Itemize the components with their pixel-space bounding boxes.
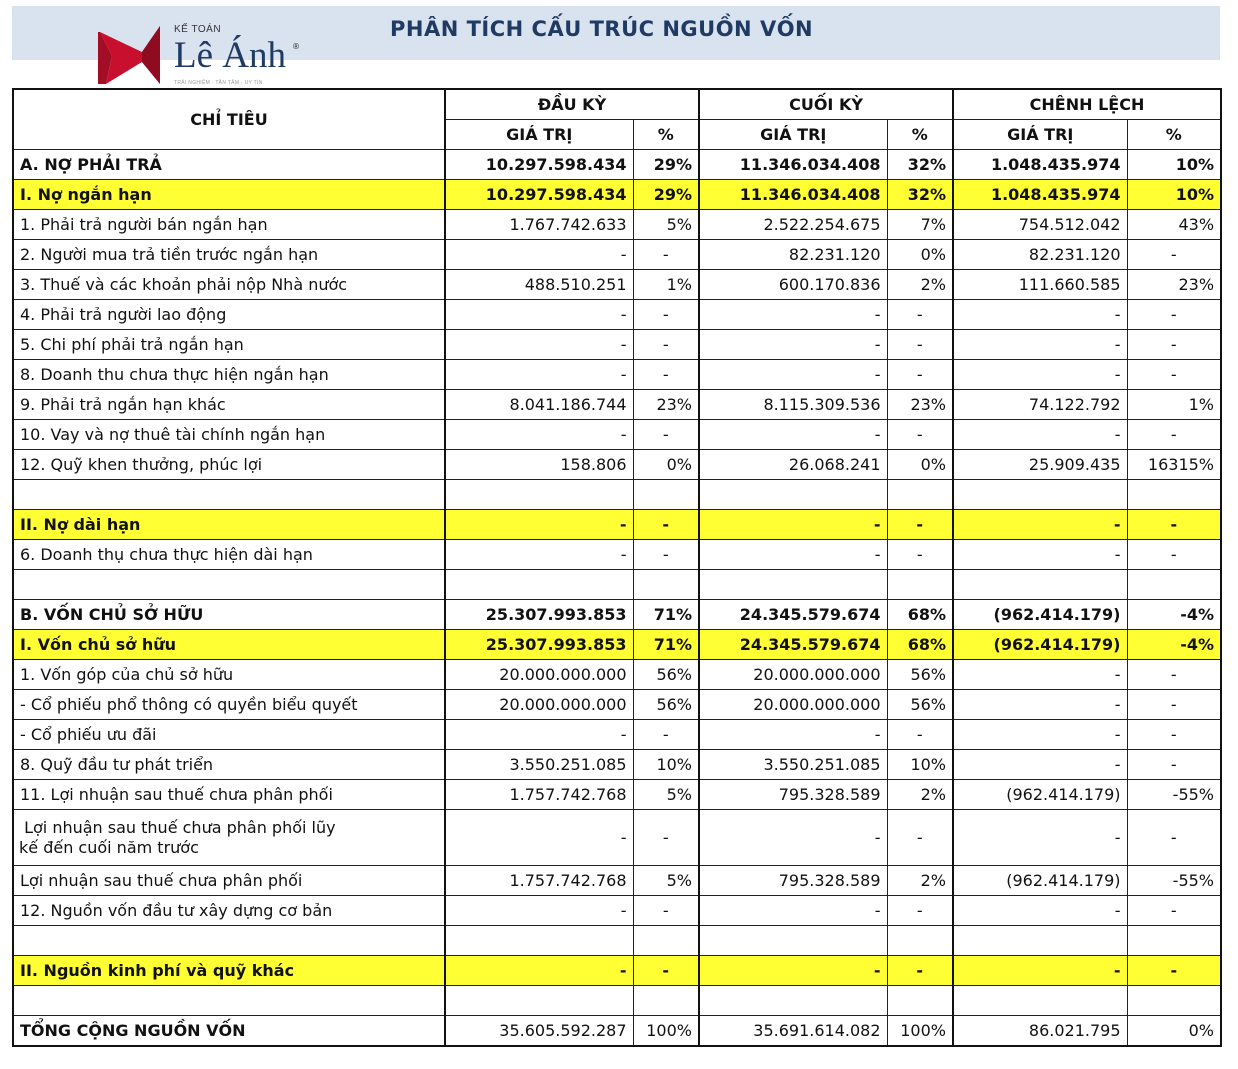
pct-difference: 23% xyxy=(1127,270,1221,300)
value-difference: 25.909.435 xyxy=(953,450,1127,480)
pct-difference: - xyxy=(1127,300,1221,330)
group-header-difference: CHÊNH LỆCH xyxy=(953,89,1221,120)
row-label xyxy=(13,986,445,1016)
pct-end xyxy=(887,926,953,956)
value-beginning: - xyxy=(445,330,633,360)
value-beginning: 20.000.000.000 xyxy=(445,690,633,720)
row-label: 9. Phải trả ngắn hạn khác xyxy=(13,390,445,420)
pct-end: 7% xyxy=(887,210,953,240)
value-difference: - xyxy=(953,956,1127,986)
value-end: 35.691.614.082 xyxy=(699,1016,887,1047)
pct-beginning xyxy=(633,480,699,510)
pct-difference xyxy=(1127,926,1221,956)
value-end: 26.068.241 xyxy=(699,450,887,480)
table-row xyxy=(13,150,1221,180)
row-label: 8. Quỹ đầu tư phát triển xyxy=(13,750,445,780)
pct-beginning: - xyxy=(633,720,699,750)
table-row xyxy=(13,540,1221,570)
table-row xyxy=(13,180,1221,210)
value-beginning: - xyxy=(445,810,633,866)
pct-difference: - xyxy=(1127,420,1221,450)
row-label: 5. Chi phí phải trả ngắn hạn xyxy=(13,330,445,360)
value-beginning: 20.000.000.000 xyxy=(445,660,633,690)
pct-end: 56% xyxy=(887,660,953,690)
value-end: 3.550.251.085 xyxy=(699,750,887,780)
subheader-pct: % xyxy=(887,120,953,150)
row-label: Lợi nhuận sau thuế chưa phân phối lũy kế đến cuối năm trước xyxy=(13,810,445,866)
value-difference: (962.414.179) xyxy=(953,780,1127,810)
value-difference: 82.231.120 xyxy=(953,240,1127,270)
value-beginning: 1.757.742.768 xyxy=(445,780,633,810)
subheader-value: GIÁ TRỊ xyxy=(445,120,633,150)
value-end: 795.328.589 xyxy=(699,866,887,896)
value-beginning xyxy=(445,480,633,510)
row-label: B. VỐN CHỦ SỞ HỮU xyxy=(13,600,445,630)
pct-difference: - xyxy=(1127,540,1221,570)
page-title: PHÂN TÍCH CẤU TRÚC NGUỒN VỐN xyxy=(390,17,814,41)
pct-end: 23% xyxy=(887,390,953,420)
value-end: 24.345.579.674 xyxy=(699,600,887,630)
row-label: 8. Doanh thu chưa thực hiện ngắn hạn xyxy=(13,360,445,390)
col-indicator-header: CHỈ TIÊU xyxy=(13,89,445,150)
value-beginning: - xyxy=(445,720,633,750)
pct-beginning xyxy=(633,926,699,956)
pct-end: - xyxy=(887,360,953,390)
subheader-pct: % xyxy=(633,120,699,150)
value-end: - xyxy=(699,300,887,330)
table-row xyxy=(13,360,1221,390)
value-difference: 1.048.435.974 xyxy=(953,180,1127,210)
subheader-value: GIÁ TRỊ xyxy=(953,120,1127,150)
value-end: 20.000.000.000 xyxy=(699,690,887,720)
row-label: Lợi nhuận sau thuế chưa phân phối xyxy=(13,866,445,896)
value-difference: - xyxy=(953,690,1127,720)
table-row xyxy=(13,510,1221,540)
table-row xyxy=(13,630,1221,660)
pct-beginning: - xyxy=(633,300,699,330)
value-end: - xyxy=(699,896,887,926)
pct-difference: - xyxy=(1127,810,1221,866)
value-difference: - xyxy=(953,540,1127,570)
subheader-value: GIÁ TRỊ xyxy=(699,120,887,150)
value-beginning: - xyxy=(445,240,633,270)
value-end xyxy=(699,926,887,956)
pct-end: 10% xyxy=(887,750,953,780)
value-end: 11.346.034.408 xyxy=(699,150,887,180)
pct-difference: - xyxy=(1127,956,1221,986)
pct-beginning: 5% xyxy=(633,210,699,240)
value-difference: 1.048.435.974 xyxy=(953,150,1127,180)
company-logo xyxy=(98,22,308,88)
logo-small-text: KẾ TOÁN xyxy=(174,24,222,35)
value-difference xyxy=(953,480,1127,510)
value-difference xyxy=(953,570,1127,600)
row-label: 12. Nguồn vốn đầu tư xây dựng cơ bản xyxy=(13,896,445,926)
value-end: - xyxy=(699,956,887,986)
table-row xyxy=(13,330,1221,360)
value-difference: - xyxy=(953,896,1127,926)
pct-difference: -55% xyxy=(1127,866,1221,896)
row-label: A. NỢ PHẢI TRẢ xyxy=(13,150,445,180)
row-label: II. Nợ dài hạn xyxy=(13,510,445,540)
pct-beginning xyxy=(633,986,699,1016)
value-difference: - xyxy=(953,420,1127,450)
pct-end: - xyxy=(887,720,953,750)
table-body xyxy=(13,150,1221,1047)
table-row xyxy=(13,390,1221,420)
pct-end: 32% xyxy=(887,150,953,180)
value-difference xyxy=(953,986,1127,1016)
row-label xyxy=(13,480,445,510)
table-row xyxy=(13,690,1221,720)
value-beginning: - xyxy=(445,896,633,926)
value-beginning: 3.550.251.085 xyxy=(445,750,633,780)
pct-difference: -4% xyxy=(1127,630,1221,660)
value-end: - xyxy=(699,330,887,360)
table-row xyxy=(13,926,1221,956)
pct-end xyxy=(887,986,953,1016)
logo-name-text: Lê Ánh xyxy=(174,35,286,76)
pct-end: 0% xyxy=(887,450,953,480)
row-label: - Cổ phiếu phổ thông có quyền biểu quyết xyxy=(13,690,445,720)
pct-beginning: - xyxy=(633,510,699,540)
table-row xyxy=(13,1016,1221,1047)
table-row xyxy=(13,896,1221,926)
pct-difference: 10% xyxy=(1127,150,1221,180)
pct-difference: - xyxy=(1127,720,1221,750)
pct-end: 56% xyxy=(887,690,953,720)
value-beginning: 10.297.598.434 xyxy=(445,180,633,210)
value-difference: - xyxy=(953,750,1127,780)
pct-difference: - xyxy=(1127,750,1221,780)
table-row xyxy=(13,210,1221,240)
row-label: 4. Phải trả người lao động xyxy=(13,300,445,330)
row-label: 3. Thuế và các khoản phải nộp Nhà nước xyxy=(13,270,445,300)
pct-end: 68% xyxy=(887,600,953,630)
pct-beginning: 100% xyxy=(633,1016,699,1047)
pct-beginning: - xyxy=(633,240,699,270)
value-end: 82.231.120 xyxy=(699,240,887,270)
pct-difference: 43% xyxy=(1127,210,1221,240)
subheader-pct: % xyxy=(1127,120,1221,150)
pct-beginning: - xyxy=(633,956,699,986)
pct-end: 68% xyxy=(887,630,953,660)
value-end xyxy=(699,480,887,510)
pct-beginning: 29% xyxy=(633,180,699,210)
pct-difference: 0% xyxy=(1127,1016,1221,1047)
value-beginning xyxy=(445,986,633,1016)
pct-beginning: - xyxy=(633,330,699,360)
pct-beginning: 23% xyxy=(633,390,699,420)
table-row xyxy=(13,956,1221,986)
value-beginning: 158.806 xyxy=(445,450,633,480)
value-beginning: 1.767.742.633 xyxy=(445,210,633,240)
value-beginning xyxy=(445,926,633,956)
table-row xyxy=(13,660,1221,690)
table-row xyxy=(13,240,1221,270)
pct-beginning: 0% xyxy=(633,450,699,480)
value-beginning: 8.041.186.744 xyxy=(445,390,633,420)
pct-beginning: - xyxy=(633,810,699,866)
pct-difference: 10% xyxy=(1127,180,1221,210)
row-label: 2. Người mua trả tiền trước ngắn hạn xyxy=(13,240,445,270)
table-row xyxy=(13,750,1221,780)
value-beginning: 35.605.592.287 xyxy=(445,1016,633,1047)
value-beginning xyxy=(445,570,633,600)
row-label: TỔNG CỘNG NGUỒN VỐN xyxy=(13,1016,445,1047)
row-label: - Cổ phiếu ưu đãi xyxy=(13,720,445,750)
table-row xyxy=(13,570,1221,600)
pct-end: - xyxy=(887,330,953,360)
table-row xyxy=(13,780,1221,810)
pct-end xyxy=(887,480,953,510)
pct-end: - xyxy=(887,300,953,330)
value-difference: - xyxy=(953,330,1127,360)
pct-difference: - xyxy=(1127,660,1221,690)
table-row xyxy=(13,450,1221,480)
value-end: 795.328.589 xyxy=(699,780,887,810)
row-label: II. Nguồn kinh phí và quỹ khác xyxy=(13,956,445,986)
table-row xyxy=(13,270,1221,300)
value-end: - xyxy=(699,510,887,540)
pct-beginning: 71% xyxy=(633,630,699,660)
value-difference: (962.414.179) xyxy=(953,866,1127,896)
value-difference: 754.512.042 xyxy=(953,210,1127,240)
capital-structure-table xyxy=(12,88,1222,1047)
value-difference: - xyxy=(953,720,1127,750)
pct-end: 2% xyxy=(887,780,953,810)
value-difference: 86.021.795 xyxy=(953,1016,1127,1047)
value-end: 600.170.836 xyxy=(699,270,887,300)
pct-difference: -4% xyxy=(1127,600,1221,630)
pct-difference: - xyxy=(1127,510,1221,540)
value-end: 2.522.254.675 xyxy=(699,210,887,240)
table-row xyxy=(13,810,1221,866)
row-label: 12. Quỹ khen thưởng, phúc lợi xyxy=(13,450,445,480)
pct-beginning: - xyxy=(633,896,699,926)
pct-beginning: - xyxy=(633,540,699,570)
header-row-groups xyxy=(13,89,1221,120)
pct-end: - xyxy=(887,896,953,926)
pct-difference xyxy=(1127,986,1221,1016)
row-label xyxy=(13,570,445,600)
pct-end: 2% xyxy=(887,866,953,896)
table-row xyxy=(13,480,1221,510)
value-end: 24.345.579.674 xyxy=(699,630,887,660)
pct-end: 0% xyxy=(887,240,953,270)
pct-beginning xyxy=(633,570,699,600)
pct-difference: - xyxy=(1127,330,1221,360)
table-row xyxy=(13,866,1221,896)
pct-end: 2% xyxy=(887,270,953,300)
value-end: - xyxy=(699,360,887,390)
value-end: 11.346.034.408 xyxy=(699,180,887,210)
value-difference: - xyxy=(953,810,1127,866)
table-row xyxy=(13,720,1221,750)
value-end: - xyxy=(699,540,887,570)
value-beginning: 10.297.598.434 xyxy=(445,150,633,180)
pct-end: - xyxy=(887,510,953,540)
row-label: 11. Lợi nhuận sau thuế chưa phân phối xyxy=(13,780,445,810)
value-difference: - xyxy=(953,510,1127,540)
group-header-end: CUỐI KỲ xyxy=(699,89,953,120)
group-header-beginning: ĐẦU KỲ xyxy=(445,89,699,120)
pct-end: - xyxy=(887,810,953,866)
pct-beginning: 5% xyxy=(633,780,699,810)
value-end: - xyxy=(699,720,887,750)
pct-beginning: - xyxy=(633,420,699,450)
table-row xyxy=(13,986,1221,1016)
pct-beginning: 56% xyxy=(633,690,699,720)
value-end: 20.000.000.000 xyxy=(699,660,887,690)
value-beginning: - xyxy=(445,420,633,450)
table-row xyxy=(13,420,1221,450)
pct-beginning: - xyxy=(633,360,699,390)
value-end xyxy=(699,570,887,600)
value-beginning: - xyxy=(445,510,633,540)
value-beginning: - xyxy=(445,956,633,986)
table-row xyxy=(13,600,1221,630)
pct-end xyxy=(887,570,953,600)
value-difference: 74.122.792 xyxy=(953,390,1127,420)
value-difference: (962.414.179) xyxy=(953,630,1127,660)
pct-difference: - xyxy=(1127,896,1221,926)
value-difference: - xyxy=(953,360,1127,390)
row-label xyxy=(13,926,445,956)
table-row xyxy=(13,300,1221,330)
pct-end: - xyxy=(887,956,953,986)
pct-end: - xyxy=(887,420,953,450)
pct-end: 100% xyxy=(887,1016,953,1047)
value-beginning: - xyxy=(445,360,633,390)
value-end: - xyxy=(699,420,887,450)
value-difference: (962.414.179) xyxy=(953,600,1127,630)
pct-difference: 1% xyxy=(1127,390,1221,420)
pct-beginning: 5% xyxy=(633,866,699,896)
value-difference: - xyxy=(953,300,1127,330)
pct-difference xyxy=(1127,570,1221,600)
row-label: 1. Vốn góp của chủ sở hữu xyxy=(13,660,445,690)
value-difference: - xyxy=(953,660,1127,690)
logo-registered-mark: ® xyxy=(292,42,300,51)
value-beginning: 25.307.993.853 xyxy=(445,600,633,630)
pct-beginning: 1% xyxy=(633,270,699,300)
value-beginning: - xyxy=(445,300,633,330)
value-beginning: - xyxy=(445,540,633,570)
value-end: 8.115.309.536 xyxy=(699,390,887,420)
pct-difference: - xyxy=(1127,690,1221,720)
pct-end: - xyxy=(887,540,953,570)
value-difference xyxy=(953,926,1127,956)
pct-beginning: 56% xyxy=(633,660,699,690)
value-beginning: 25.307.993.853 xyxy=(445,630,633,660)
pct-difference xyxy=(1127,480,1221,510)
value-beginning: 1.757.742.768 xyxy=(445,866,633,896)
value-difference: 111.660.585 xyxy=(953,270,1127,300)
value-end xyxy=(699,986,887,1016)
pct-difference: 16315% xyxy=(1127,450,1221,480)
pct-difference: - xyxy=(1127,360,1221,390)
pct-beginning: 29% xyxy=(633,150,699,180)
pct-end: 32% xyxy=(887,180,953,210)
value-end: - xyxy=(699,810,887,866)
row-label: 6. Doanh thụ chưa thực hiện dài hạn xyxy=(13,540,445,570)
row-label: 10. Vay và nợ thuê tài chính ngắn hạn xyxy=(13,420,445,450)
row-label: I. Nợ ngắn hạn xyxy=(13,180,445,210)
pct-difference: -55% xyxy=(1127,780,1221,810)
pct-beginning: 71% xyxy=(633,600,699,630)
value-beginning: 488.510.251 xyxy=(445,270,633,300)
pct-difference: - xyxy=(1127,240,1221,270)
row-label: 1. Phải trả người bán ngắn hạn xyxy=(13,210,445,240)
logo-mark-icon xyxy=(98,22,168,86)
pct-beginning: 10% xyxy=(633,750,699,780)
row-label: I. Vốn chủ sở hữu xyxy=(13,630,445,660)
logo-tagline: TRẢI NGHIỆM · TẬN TÂM · UY TÍN xyxy=(174,80,263,86)
